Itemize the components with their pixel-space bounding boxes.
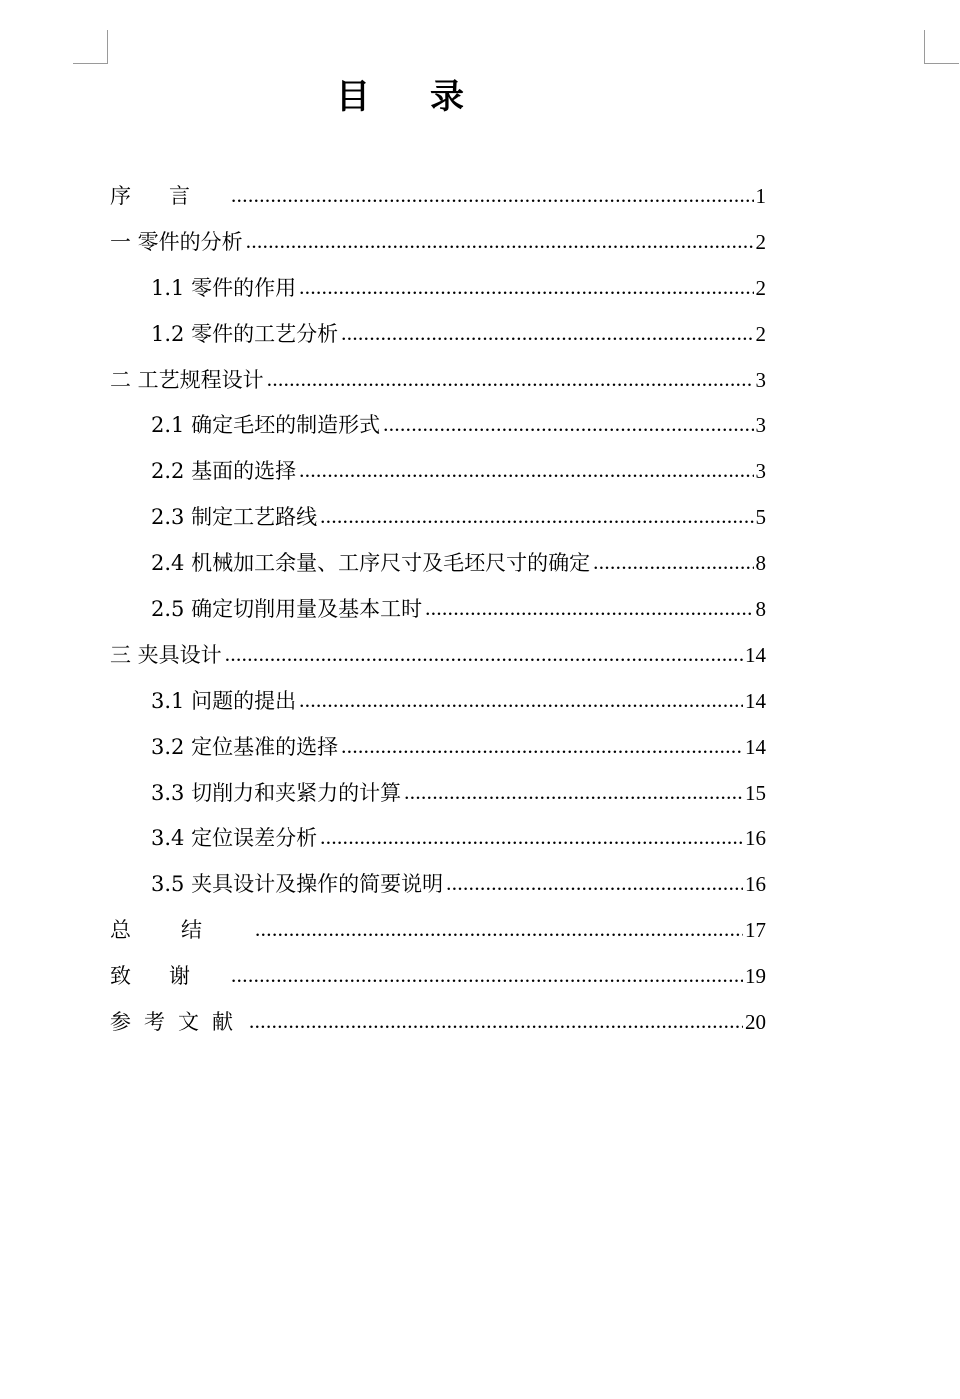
toc-dot-leader [383,402,753,448]
toc-page-number: 2 [755,275,766,300]
toc-entry[interactable] [110,679,766,725]
toc-entry[interactable] [110,771,766,817]
toc-entry-label: 参考文献 [110,1010,246,1035]
toc-entry-label: 2.4 机械加工余量、工序尺寸及毛坯尺寸的确定 [151,551,591,576]
toc-page-number: 1 [755,184,766,208]
toc-entry[interactable] [110,220,766,266]
toc-dot-leader [255,907,743,953]
crop-mark-top-right [924,30,959,64]
toc-dot-leader [299,448,753,494]
toc-dot-leader [404,770,743,816]
toc-page-number: 8 [755,551,766,576]
crop-mark-top-left [73,30,108,64]
toc-entry-label: 总结 [110,918,252,943]
toc-entry-label: 3.4 定位误差分析 [151,826,318,851]
toc-page-number: 14 [745,734,766,759]
toc-dot-leader [231,173,754,219]
toc-entry[interactable] [110,633,766,679]
toc-entry[interactable] [110,266,766,312]
toc-page-number: 15 [745,780,766,805]
toc-entry[interactable] [110,449,766,495]
toc-dot-leader [341,311,753,357]
toc-entry-label: 序言 [110,184,228,208]
toc-entry-label: 致谢 [110,964,228,989]
toc-entry-label: 2.3 制定工艺路线 [151,505,318,530]
toc-dot-leader [320,494,753,540]
toc-dot-leader [299,265,753,311]
toc-dot-leader [341,724,743,770]
toc-entry[interactable] [110,816,766,862]
toc-entry-label: 2.1 确定毛坯的制造形式 [151,413,381,438]
toc-dot-leader [320,815,743,861]
toc-page-number: 3 [755,413,766,438]
toc-dot-leader [249,999,743,1045]
toc-entry[interactable] [110,358,766,404]
toc-entry[interactable] [110,1000,766,1046]
toc-page-number: 2 [755,321,766,346]
toc-entry[interactable] [110,403,766,449]
toc-entry-label: 3.2 定位基准的选择 [151,734,339,759]
toc-entry[interactable] [110,587,766,633]
toc-entry-label: 1.2 零件的工艺分析 [151,321,339,346]
toc-dot-leader [246,219,754,265]
toc-page-number: 16 [745,872,766,897]
toc-page-number: 19 [745,964,766,989]
toc-entry[interactable] [110,862,766,908]
toc-entry[interactable] [110,908,766,954]
toc-page-number: 3 [755,459,766,484]
toc-page-number: 14 [745,642,766,667]
toc-entry-label: 2.5 确定切削用量及基本工时 [151,597,423,622]
toc-page-number: 17 [745,918,766,943]
toc-entry-label: 三 夹具设计 [110,642,222,667]
toc-dot-leader [225,632,743,678]
toc-title: 目录 [336,77,524,117]
toc-entry[interactable] [110,541,766,587]
toc-dot-leader [425,586,753,632]
toc-page-number: 14 [745,688,766,713]
toc-entry-label: 一 零件的分析 [110,229,243,254]
toc-dot-leader [593,540,753,586]
toc-entry-label: 3.1 问题的提出 [151,688,297,713]
toc-dot-leader [446,861,743,907]
toc-entry-label: 1.1 零件的作用 [151,275,297,300]
toc-entry-label: 3.5 夹具设计及操作的简要说明 [151,872,444,897]
table-of-contents [110,174,766,1046]
toc-entry-label: 2.2 基面的选择 [151,459,297,484]
toc-page-number: 2 [755,229,766,254]
toc-dot-leader [299,678,743,724]
toc-entry[interactable] [110,312,766,358]
toc-entry-label: 3.3 切削力和夹紧力的计算 [151,780,402,805]
toc-page-number: 20 [745,1010,766,1035]
toc-page-number: 3 [755,367,766,392]
toc-page-number: 8 [755,597,766,622]
toc-entry[interactable] [110,495,766,541]
toc-entry[interactable] [110,954,766,1000]
toc-entry[interactable] [110,725,766,771]
toc-page-number: 5 [755,505,766,530]
toc-page-number: 16 [745,826,766,851]
toc-entry-label: 二 工艺规程设计 [110,367,264,392]
toc-dot-leader [231,953,743,999]
toc-dot-leader [267,357,754,403]
toc-entry[interactable] [110,174,766,220]
